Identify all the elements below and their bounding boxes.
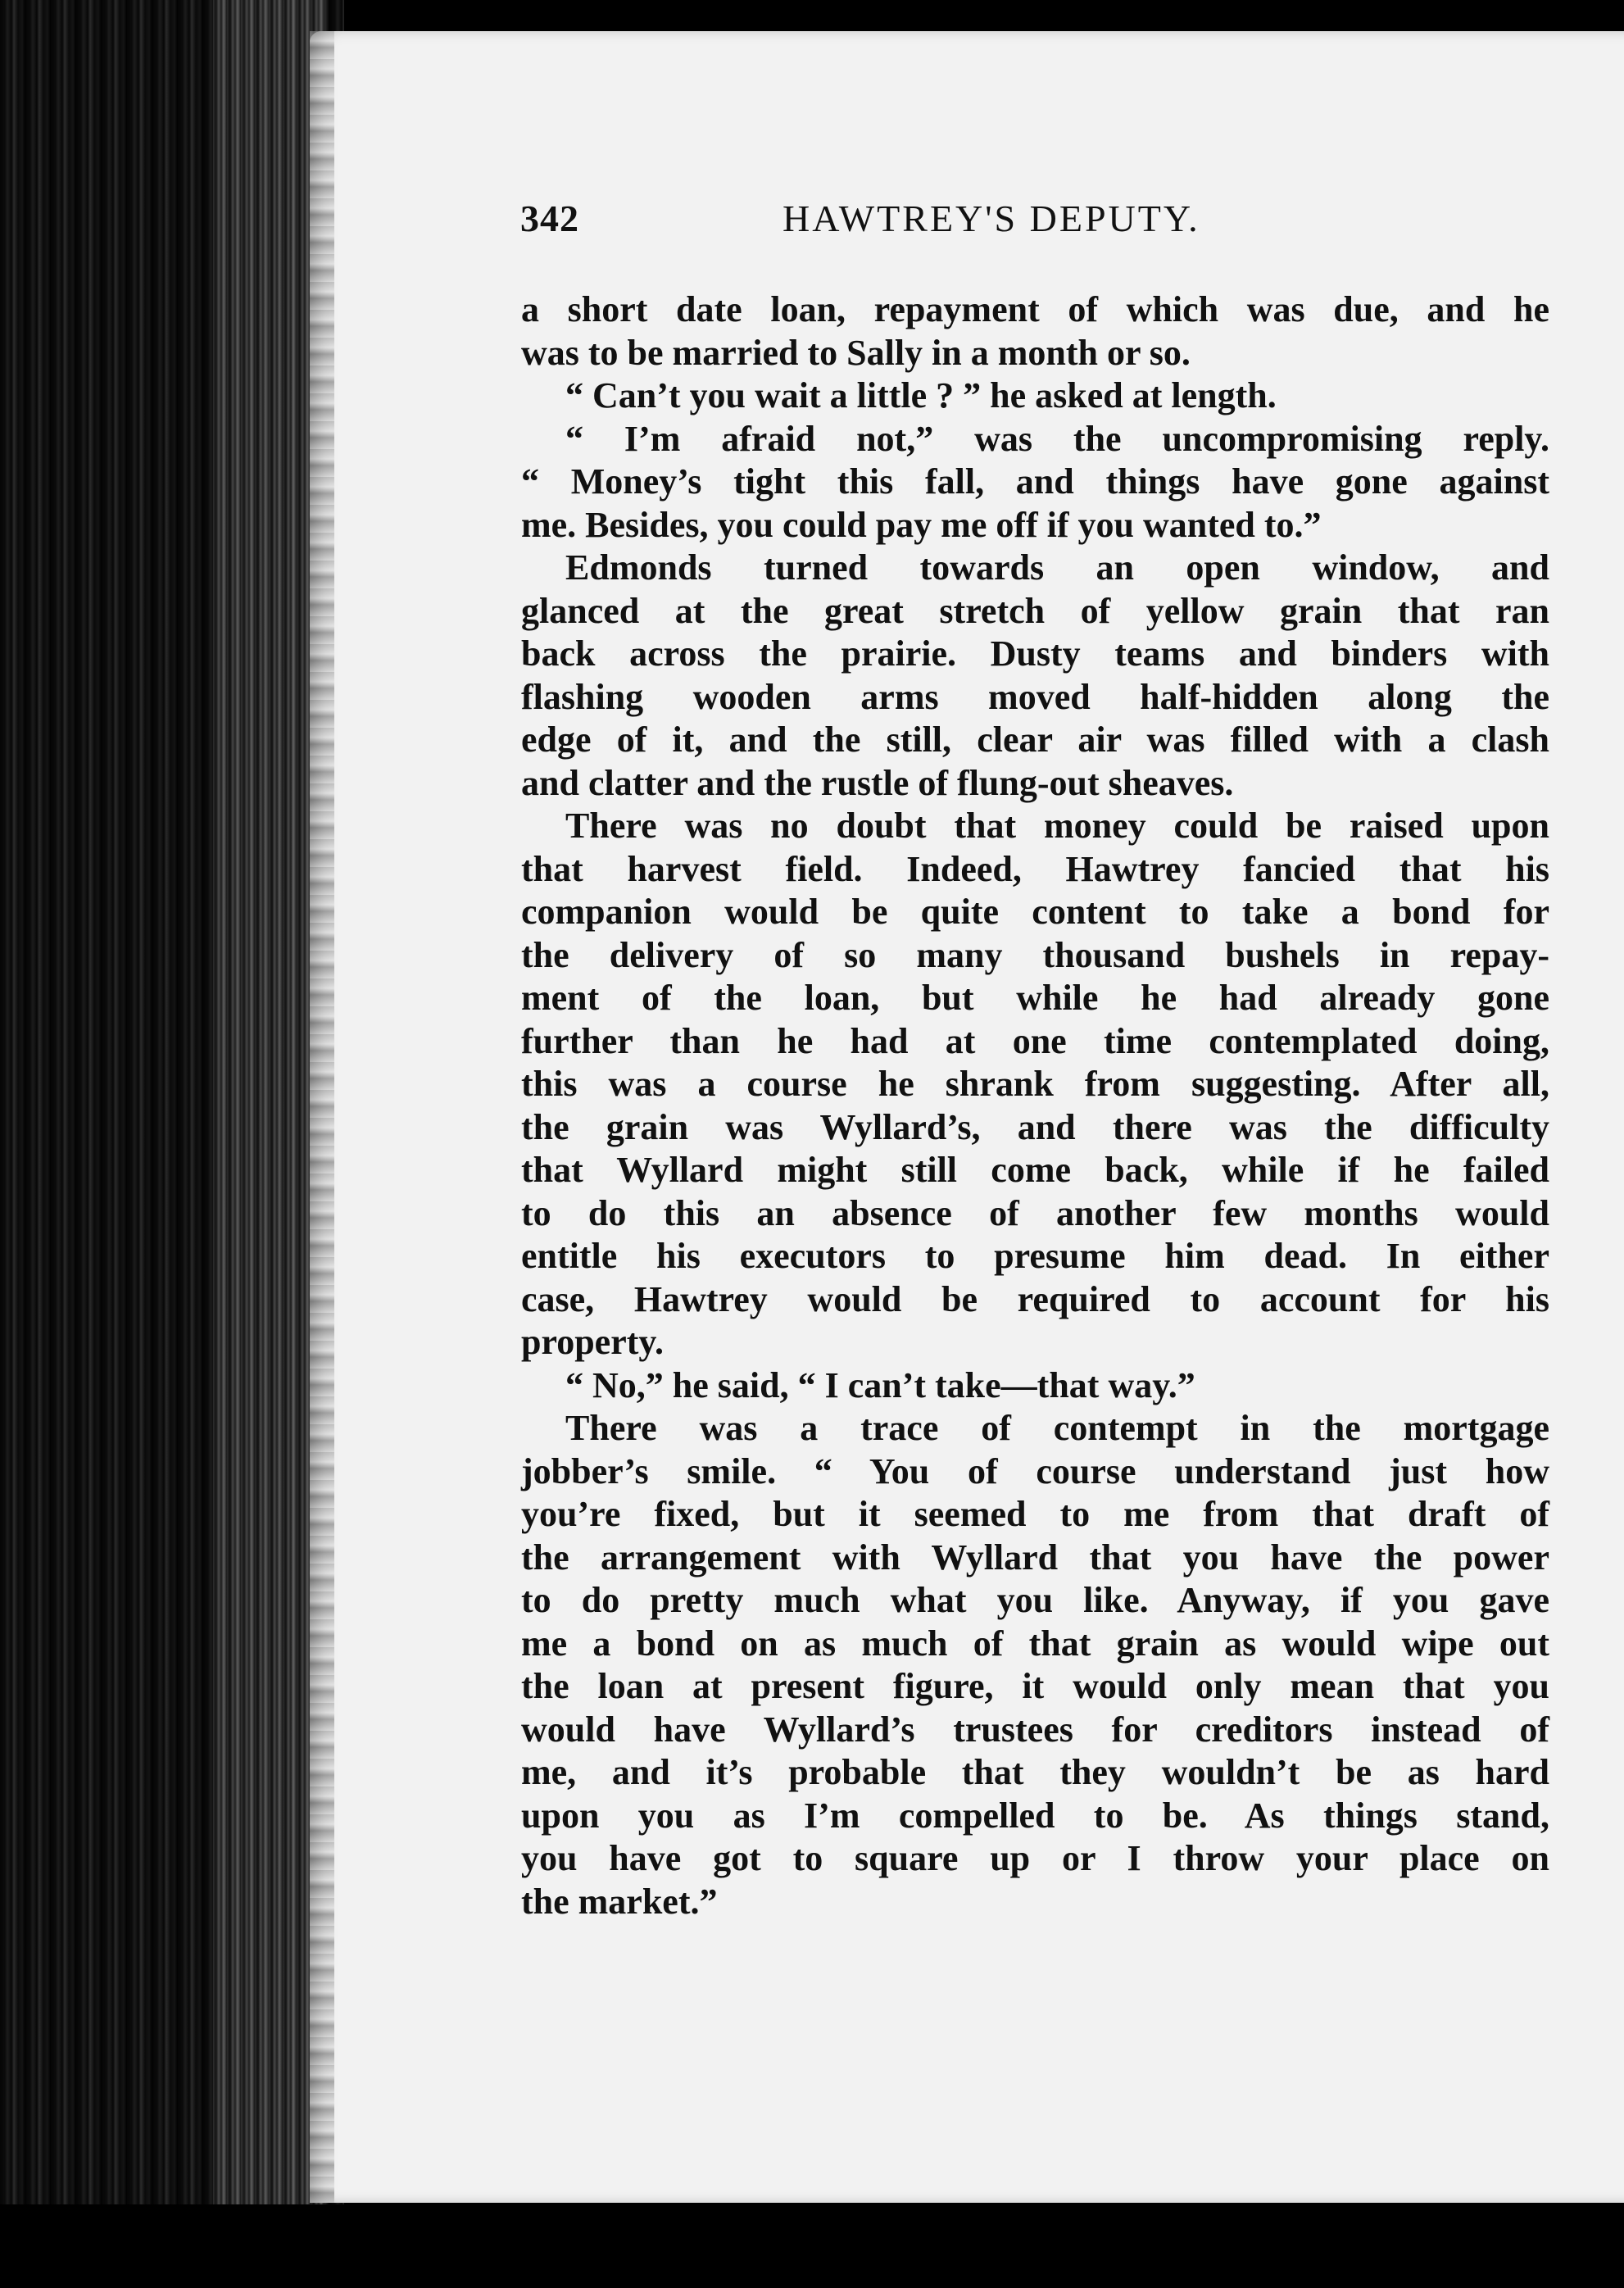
text-line: glanced at the great stretch of yellow grain that ran — [521, 590, 1549, 631]
text-line: to do pretty much what you like. Anyway, if you gave — [521, 1580, 1549, 1620]
text-line: the delivery of so many thousand bushels in repay- — [521, 934, 1549, 975]
text-line: edge of it, and the still, clear air was filled with a clash — [521, 720, 1549, 760]
body-text — [521, 288, 1549, 1923]
text-line: property. — [521, 1322, 664, 1362]
scan-bottom-margin — [0, 2204, 1624, 2288]
text-line: the grain was Wyllard’s, and there was the difficulty — [521, 1106, 1549, 1147]
text-line: you have got to square up or I throw your place on — [521, 1838, 1549, 1878]
text-line: entitle his executors to presume him dead. In either — [521, 1236, 1549, 1276]
text-line: upon you as I’m compelled to be. As things stand, — [521, 1795, 1549, 1836]
text-line: ment of the loan, but while he had already gone — [521, 978, 1549, 1018]
text-line: me, and it’s probable that they wouldn’t be as hard — [521, 1752, 1549, 1792]
text-line: back across the prairie. Dusty teams and binders with — [521, 633, 1549, 674]
text-line: “ No,” he said, “ I can’t take—that way.” — [565, 1364, 1195, 1405]
text-line: the market.” — [521, 1881, 718, 1922]
text-line: to do this an absence of another few months would — [521, 1192, 1549, 1233]
text-line: and clatter and the rustle of flung-out sheaves. — [521, 762, 1234, 803]
text-line: this was a course he shrank from suggesting. After all, — [521, 1064, 1549, 1104]
text-line: “ Money’s tight this fall, and things have gone against — [521, 461, 1549, 502]
text-line: There was a trace of contempt in the mortgage — [565, 1408, 1549, 1448]
text-line: you’re fixed, but it seemed to me from that draft of — [521, 1494, 1549, 1534]
text-line: companion would be quite content to take a bond for — [521, 892, 1549, 932]
text-line: flashing wooden arms moved half-hidden along the — [521, 676, 1549, 717]
text-line: “ Can’t you wait a little ? ” he asked at length. — [565, 375, 1277, 415]
text-line: me. Besides, you could pay me off if you wanted to.” — [521, 504, 1322, 545]
text-line: jobber’s smile. “ You of course understand just how — [521, 1450, 1549, 1491]
text-line: that Wyllard might still come back, while if he failed — [521, 1150, 1549, 1190]
running-head: HAWTREY'S DEPUTY. — [783, 197, 1200, 239]
text-line: “ I’m afraid not,” was the uncompromising reply. — [565, 418, 1549, 459]
text-line: a short date loan, repayment of which was due, and he — [521, 289, 1549, 329]
text-line: the arrangement with Wyllard that you have the power — [521, 1537, 1549, 1578]
text-line: There was no doubt that money could be raised upon — [565, 806, 1549, 846]
text-line: that harvest field. Indeed, Hawtrey fancied that his — [521, 848, 1549, 889]
text-line: the loan at present figure, it would only mean that you — [521, 1666, 1549, 1706]
text-line: me a bond on as much of that grain as would wipe out — [521, 1623, 1549, 1664]
page-header — [520, 197, 1545, 254]
text-line: further than he had at one time contemplated doing, — [521, 1020, 1549, 1061]
page-number: 342 — [520, 197, 579, 239]
page-gutter-shadow — [310, 31, 334, 2203]
text-line: would have Wyllard’s trustees for creditors instead of — [521, 1709, 1549, 1750]
text-line: case, Hawtrey would be required to account for his — [521, 1278, 1549, 1319]
text-line: Edmonds turned towards an open window, and — [565, 547, 1549, 588]
text-line: was to be married to Sally in a month or so. — [521, 332, 1191, 373]
